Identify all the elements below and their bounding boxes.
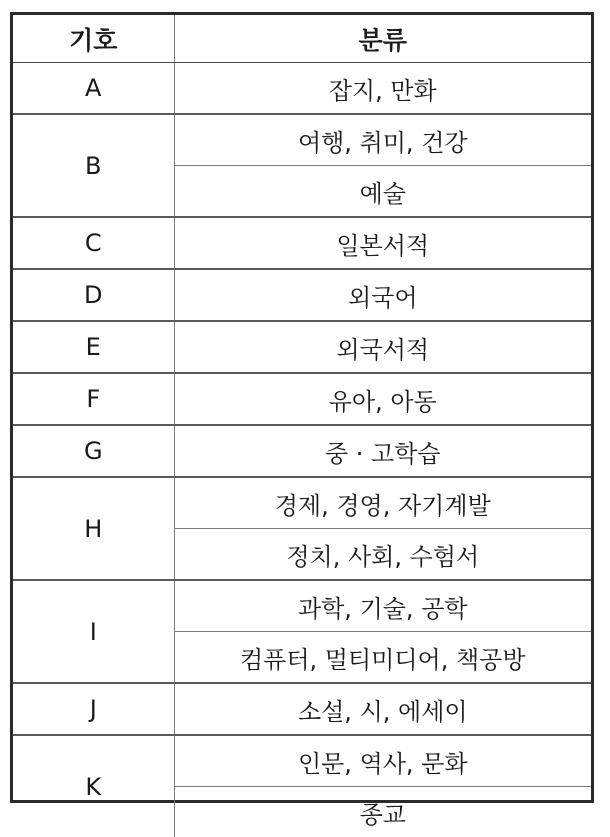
row-code: B xyxy=(13,114,174,217)
row-category: 정치, 사회, 수험서 xyxy=(174,529,591,581)
row-category: 외국서적 xyxy=(174,321,591,373)
table-row xyxy=(13,217,591,269)
table-row xyxy=(13,321,591,373)
row-code: A xyxy=(13,63,174,115)
row-code: J xyxy=(13,683,174,735)
table-header-row xyxy=(13,15,591,63)
row-code: C xyxy=(13,217,174,269)
table-row xyxy=(13,735,591,787)
row-category: 경제, 경영, 자기계발 xyxy=(174,477,591,529)
table-row xyxy=(13,373,591,425)
table-row xyxy=(13,683,591,735)
row-code: E xyxy=(13,321,174,373)
classification-table-frame xyxy=(10,12,594,803)
row-category: 유아, 아동 xyxy=(174,373,591,425)
row-category: 외국어 xyxy=(174,269,591,321)
table-row xyxy=(13,269,591,321)
header-category: 분류 xyxy=(174,15,591,63)
row-category: 잡지, 만화 xyxy=(174,63,591,115)
row-category: 일본서적 xyxy=(174,217,591,269)
table-row xyxy=(13,580,591,632)
classification-table xyxy=(13,15,591,837)
table-row xyxy=(13,114,591,166)
row-category: 컴퓨터, 멀티미디어, 책공방 xyxy=(174,632,591,684)
row-code: H xyxy=(13,477,174,580)
row-category: 과학, 기술, 공학 xyxy=(174,580,591,632)
row-category: 종교 xyxy=(174,787,591,837)
row-category: 중 · 고학습 xyxy=(174,425,591,477)
row-category: 예술 xyxy=(174,166,591,218)
row-category: 여행, 취미, 건강 xyxy=(174,114,591,166)
table-row xyxy=(13,477,591,529)
row-code: K xyxy=(13,735,174,837)
row-code: F xyxy=(13,373,174,425)
row-category: 인문, 역사, 문화 xyxy=(174,735,591,787)
table-row xyxy=(13,425,591,477)
row-code: G xyxy=(13,425,174,477)
header-code: 기호 xyxy=(13,15,174,63)
table-row xyxy=(13,63,591,115)
row-code: D xyxy=(13,269,174,321)
row-category: 소설, 시, 에세이 xyxy=(174,683,591,735)
row-code: I xyxy=(13,580,174,683)
